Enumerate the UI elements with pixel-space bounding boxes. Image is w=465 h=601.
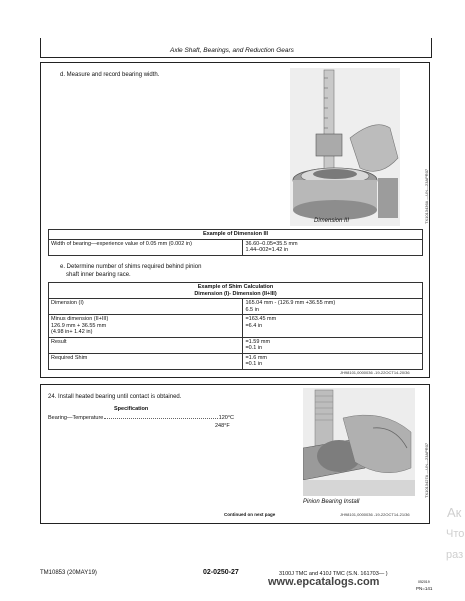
spec-value-f: 248°F	[215, 423, 230, 429]
step-d-text: d. Measure and record bearing width.	[60, 72, 160, 78]
pinion-bearing-caption: Pinion Bearing Install	[303, 499, 360, 505]
step-24-text: 24. Install heated bearing until contact is obtained.	[48, 394, 182, 400]
page-header-title: Axle Shaft, Bearings, and Reduction Gears	[170, 47, 294, 54]
watermark-text-2: Что	[446, 528, 465, 540]
table-title	[49, 283, 423, 299]
table-cell-value: =1.6 mm =0.1 in	[243, 353, 423, 369]
footer-small-code: 052019	[418, 580, 430, 584]
table-row	[49, 239, 423, 255]
right-border	[431, 38, 432, 58]
reference-code-e: JH98101,0000036 -19-22OCT14-20/36	[340, 370, 410, 375]
dimension-iii-table	[48, 229, 423, 256]
continued-note: Continued on next page	[224, 512, 276, 517]
table-row	[49, 353, 423, 369]
footer-center: 02-0250-27	[203, 569, 239, 576]
table-cell-label: Minus dimension (II+III) 126.9 mm + 36.55 mm (4.98 in+ 1.42 in)	[49, 315, 243, 338]
spec-heading: Specification	[114, 406, 149, 412]
footer-right: 3100J TMC and 410J TMC (S.N. 161703— )	[279, 571, 388, 577]
spec-value-c: 120°C	[218, 415, 234, 421]
watermark-site: www.epcatalogs.com	[268, 576, 380, 588]
watermark-text-3: раз	[446, 549, 464, 561]
table-row	[49, 337, 423, 353]
reference-code-24: JH98101,0000036 -19-22OCT14-21/36	[340, 512, 410, 517]
figure-code-24: TX1013427A —UN—23APR07	[424, 442, 429, 498]
table-row	[49, 299, 423, 315]
table-cell-value: =1.59 mm =0.1 in	[243, 337, 423, 353]
spec-label: Bearing—Temperature	[48, 415, 104, 421]
shim-calculation-table	[48, 282, 423, 370]
table-title-line2: Dimension (I)- Dimension (II+III)	[194, 290, 277, 297]
bearing-width-photo	[290, 68, 400, 226]
footer-page-number: PN=141	[416, 586, 433, 591]
table-row	[49, 315, 423, 338]
table-title: Example of Dimension III	[49, 230, 423, 240]
table-cell-value: 165.04 mm - (126.9 mm +36.55 mm) 6.5 in	[243, 299, 423, 315]
spec-row	[48, 415, 234, 421]
figure-code-d: TX1013436A —UN—23APR07	[424, 168, 429, 224]
table-cell-label: Width of bearing—experience value of 0.05 mm (0.002 in)	[49, 239, 243, 255]
step-e-text-line1: e. Determine number of shims required behind pinion	[60, 264, 202, 270]
table-title-line1: Example of Shim Calculation	[197, 284, 274, 290]
table-cell-value: 36.60–0.05=35.5 mm 1.44–002=1.42 in	[243, 239, 423, 255]
pinion-bearing-photo	[303, 388, 415, 496]
step-e-text-line2: shaft inner bearing race.	[66, 272, 131, 278]
dimension-iii-caption: Dimension III	[314, 218, 350, 224]
footer-left: TM10853 (20MAY19)	[40, 570, 97, 576]
left-border	[40, 38, 41, 58]
spec-leader	[104, 415, 217, 419]
table-cell-label: Result	[49, 337, 243, 353]
table-cell-value: =163.45 mm =6.4 in	[243, 315, 423, 338]
watermark-text-1: Ак	[447, 505, 462, 520]
table-cell-label: Required Shim	[49, 353, 243, 369]
table-cell-label: Dimension (I)	[49, 299, 243, 315]
header-rule	[40, 57, 432, 58]
